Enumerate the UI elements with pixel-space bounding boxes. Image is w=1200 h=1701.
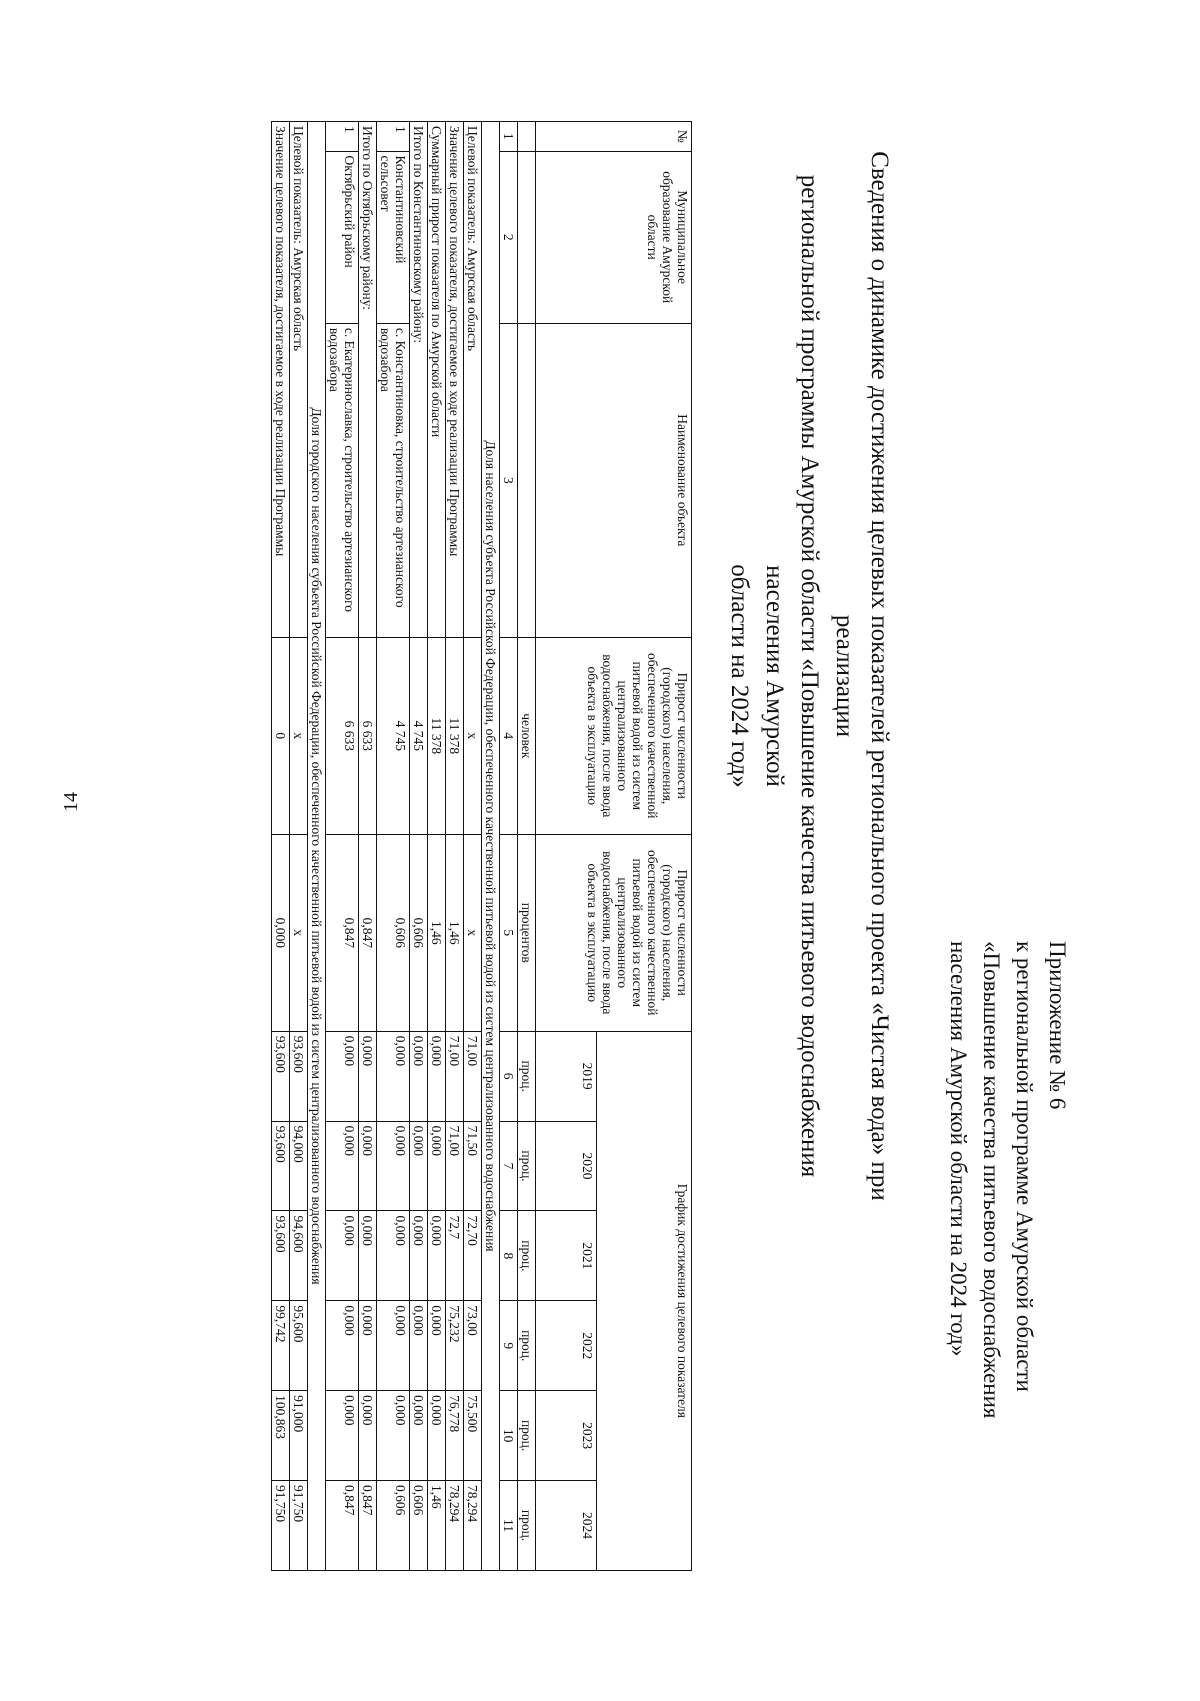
cell-2023: 0,000 bbox=[326, 1391, 359, 1481]
col-number: 7 bbox=[500, 1121, 518, 1211]
appendix-line-3: «Повышение качества питьевого водоснабжения bbox=[979, 941, 1004, 1419]
unit-year: проц. bbox=[518, 1121, 536, 1211]
cell-2021: 0,000 bbox=[410, 1211, 428, 1301]
row-label: Значение целевого показателя, достигаемое в ходе реализации Программы bbox=[272, 122, 290, 638]
appendix-line-1: Приложение № 6 bbox=[1045, 941, 1070, 1110]
header-row-numbers bbox=[500, 122, 518, 1571]
page-number: 14 bbox=[60, 792, 82, 812]
cell-2021: 0,000 bbox=[428, 1211, 446, 1301]
cell-people: 11 378 bbox=[428, 637, 446, 834]
cell-2021: 0,000 bbox=[359, 1211, 377, 1301]
cell-2020: 0,000 bbox=[359, 1121, 377, 1211]
cell-2021: 93,600 bbox=[272, 1211, 290, 1301]
row-label: Целевой показатель: Амурская область bbox=[290, 122, 308, 638]
header-object: Наименование объекта bbox=[536, 323, 692, 637]
table-row bbox=[290, 122, 308, 1571]
table-row bbox=[464, 122, 482, 1571]
header-growth-percent: Прирост численности (городского) населения, обеспеченного качественной питьевой водой из систем централизованного водоснабжения, после ввода объекта в эксплуатацию bbox=[536, 834, 692, 1031]
cell-2024: 0,847 bbox=[326, 1481, 359, 1571]
cell-2023: 0,000 bbox=[359, 1391, 377, 1481]
cell-2024: 78,294 bbox=[446, 1481, 464, 1571]
cell-2019: 0,000 bbox=[377, 1031, 410, 1121]
cell-2021: 72,7 bbox=[446, 1211, 464, 1301]
cell-people: 6 633 bbox=[326, 637, 359, 834]
cell-2023: 0,000 bbox=[377, 1391, 410, 1481]
cell-2022: 99,742 bbox=[272, 1301, 290, 1391]
cell-municipality: Константиновский сельсовет bbox=[377, 151, 410, 323]
cell-municipality: Октябрьский район bbox=[326, 151, 359, 323]
header-schedule: График достижения целевого показателя bbox=[597, 1031, 692, 1570]
section-2-title: Доля городского населения субъекта Российской Федерации, обеспеченного качественной питьевой водой из систем централизованного водоснабжения bbox=[308, 122, 326, 1571]
cell-2020: 0,000 bbox=[428, 1121, 446, 1211]
section-1-title-row bbox=[482, 122, 500, 1571]
cell-2024: 78,294 bbox=[464, 1481, 482, 1571]
col-number: 9 bbox=[500, 1301, 518, 1391]
appendix-line-4: населения Амурской области на 2024 год» bbox=[946, 941, 971, 1357]
cell-2021: 94,600 bbox=[290, 1211, 308, 1301]
col-number: 6 bbox=[500, 1031, 518, 1121]
cell-percent: x bbox=[290, 834, 308, 1031]
cell-2019: 93,600 bbox=[290, 1031, 308, 1121]
cell-num: 1 bbox=[377, 122, 410, 152]
unit-people: человек bbox=[518, 637, 536, 834]
cell-percent: 0,847 bbox=[359, 834, 377, 1031]
table-row bbox=[410, 122, 428, 1571]
cell-2024: 0,606 bbox=[377, 1481, 410, 1571]
col-number: 5 bbox=[500, 834, 518, 1031]
appendix-line-2: к региональной программе Амурской области bbox=[1012, 941, 1037, 1392]
header-municipality: Муниципальное образование Амурской области bbox=[536, 151, 692, 323]
unit-year: проц. bbox=[518, 1481, 536, 1571]
cell-2019: 0,000 bbox=[359, 1031, 377, 1121]
cell-2023: 75,500 bbox=[464, 1391, 482, 1481]
cell-2019: 71,00 bbox=[464, 1031, 482, 1121]
col-number: 10 bbox=[500, 1391, 518, 1481]
cell-percent: 0,000 bbox=[272, 834, 290, 1031]
cell-2020: 71,00 bbox=[446, 1121, 464, 1211]
header-year-2024: 2024 bbox=[536, 1481, 597, 1571]
col-number: 1 bbox=[500, 122, 518, 152]
unit-percent: процентов bbox=[518, 834, 536, 1031]
cell-2024: 1,46 bbox=[428, 1481, 446, 1571]
table-row bbox=[272, 122, 290, 1571]
cell-2019: 0,000 bbox=[428, 1031, 446, 1121]
cell-2023: 0,000 bbox=[410, 1391, 428, 1481]
cell-2022: 0,000 bbox=[326, 1301, 359, 1391]
col-number: 8 bbox=[500, 1211, 518, 1301]
cell-2020: 0,000 bbox=[377, 1121, 410, 1211]
header-year-2021: 2021 bbox=[536, 1211, 597, 1301]
header-num: № bbox=[536, 122, 692, 152]
unit-year: проц. bbox=[518, 1391, 536, 1481]
row-label: Суммарный прирост показателя по Амурской области bbox=[428, 122, 446, 638]
cell-2020: 0,000 bbox=[326, 1121, 359, 1211]
cell-2024: 91,750 bbox=[272, 1481, 290, 1571]
header-row-units bbox=[518, 122, 536, 1571]
cell-people: 6 633 bbox=[359, 637, 377, 834]
header-row-1 bbox=[597, 122, 692, 1571]
cell-object: с. Константиновка, строительство артезианского водозабора bbox=[377, 323, 410, 637]
cell-2023: 76,778 bbox=[446, 1391, 464, 1481]
cell-2023: 100,863 bbox=[272, 1391, 290, 1481]
cell-2020: 0,000 bbox=[410, 1121, 428, 1211]
cell-2023: 91,000 bbox=[290, 1391, 308, 1481]
header-year-2022: 2022 bbox=[536, 1301, 597, 1391]
cell-percent: 0,606 bbox=[377, 834, 410, 1031]
cell-2024: 91,750 bbox=[290, 1481, 308, 1571]
cell-people: 11 378 bbox=[446, 637, 464, 834]
title-line-1: Сведения о динамике достижения целевых показателей регионального проекта «Чистая вода» при реализации bbox=[831, 151, 893, 1201]
unit-year: проц. bbox=[518, 1211, 536, 1301]
title-line-3: области на 2024 год» bbox=[726, 564, 753, 788]
section-2-title-row bbox=[308, 122, 326, 1571]
col-number: 3 bbox=[500, 323, 518, 637]
cell-2022: 0,000 bbox=[377, 1301, 410, 1391]
table-row bbox=[326, 122, 359, 1571]
indicators-table bbox=[271, 121, 692, 1571]
cell-2023: 0,000 bbox=[428, 1391, 446, 1481]
row-label: Значение целевого показателя, достигаемое в ходе реализации Программы bbox=[446, 122, 464, 638]
cell-2024: 0,847 bbox=[359, 1481, 377, 1571]
header-year-2023: 2023 bbox=[536, 1391, 597, 1481]
table-row bbox=[446, 122, 464, 1571]
document-title bbox=[722, 146, 897, 1206]
cell-people: x bbox=[290, 637, 308, 834]
cell-2021: 0,000 bbox=[326, 1211, 359, 1301]
cell-2022: 0,000 bbox=[410, 1301, 428, 1391]
cell-2024: 0,606 bbox=[410, 1481, 428, 1571]
cell-percent: 1,46 bbox=[446, 834, 464, 1031]
cell-2020: 93,600 bbox=[272, 1121, 290, 1211]
cell-2019: 71,00 bbox=[446, 1031, 464, 1121]
row-label: Итого по Октябрьскому району: bbox=[359, 122, 377, 638]
row-label: Итого по Константиновскому району: bbox=[410, 122, 428, 638]
appendix-block bbox=[942, 941, 1074, 1601]
col-number: 4 bbox=[500, 637, 518, 834]
cell-2022: 95,600 bbox=[290, 1301, 308, 1391]
title-line-2: региональной программы Амурской области «Повышение качества питьевого водоснабжения населения Амурской bbox=[761, 174, 823, 1178]
cell-2022: 0,000 bbox=[428, 1301, 446, 1391]
cell-2020: 71,50 bbox=[464, 1121, 482, 1211]
header-growth-people: Прирост численности (городского) населения, обеспеченного качественной питьевой водой из систем централизованного водоснабжения, после ввода объекта в эксплуатацию bbox=[536, 637, 692, 834]
section-1-title: Доля населения субъекта Российской Федерации, обеспеченного качественной питьевой водой из систем централизованного водоснабжения bbox=[482, 122, 500, 1571]
cell-percent: x bbox=[464, 834, 482, 1031]
cell-2021: 0,000 bbox=[377, 1211, 410, 1301]
cell-object: с. Екатеринославка, строительство артезианского водозабора bbox=[326, 323, 359, 637]
cell-2022: 75,232 bbox=[446, 1301, 464, 1391]
cell-people: 0 bbox=[272, 637, 290, 834]
cell-people: 4 745 bbox=[410, 637, 428, 834]
cell-2022: 0,000 bbox=[359, 1301, 377, 1391]
cell-percent: 0,606 bbox=[410, 834, 428, 1031]
cell-people: 4 745 bbox=[377, 637, 410, 834]
cell-2020: 94,000 bbox=[290, 1121, 308, 1211]
cell-percent: 1,46 bbox=[428, 834, 446, 1031]
unit-year: проц. bbox=[518, 1301, 536, 1391]
cell-2019: 0,000 bbox=[326, 1031, 359, 1121]
cell-2021: 72,70 bbox=[464, 1211, 482, 1301]
cell-2019: 0,000 bbox=[410, 1031, 428, 1121]
col-number: 11 bbox=[500, 1481, 518, 1571]
table-row bbox=[359, 122, 377, 1571]
cell-2019: 93,600 bbox=[272, 1031, 290, 1121]
table-row bbox=[428, 122, 446, 1571]
cell-percent: 0,847 bbox=[326, 834, 359, 1031]
cell-2022: 73,00 bbox=[464, 1301, 482, 1391]
rotated-sheet bbox=[12, 66, 1112, 1626]
cell-people: x bbox=[464, 637, 482, 834]
header-year-2020: 2020 bbox=[536, 1121, 597, 1211]
col-number: 2 bbox=[500, 151, 518, 323]
row-label: Целевой показатель: Амурская область bbox=[464, 122, 482, 638]
unit-year: проц. bbox=[518, 1031, 536, 1121]
cell-num: 1 bbox=[326, 122, 359, 152]
header-year-2019: 2019 bbox=[536, 1031, 597, 1121]
table-row bbox=[377, 122, 410, 1571]
